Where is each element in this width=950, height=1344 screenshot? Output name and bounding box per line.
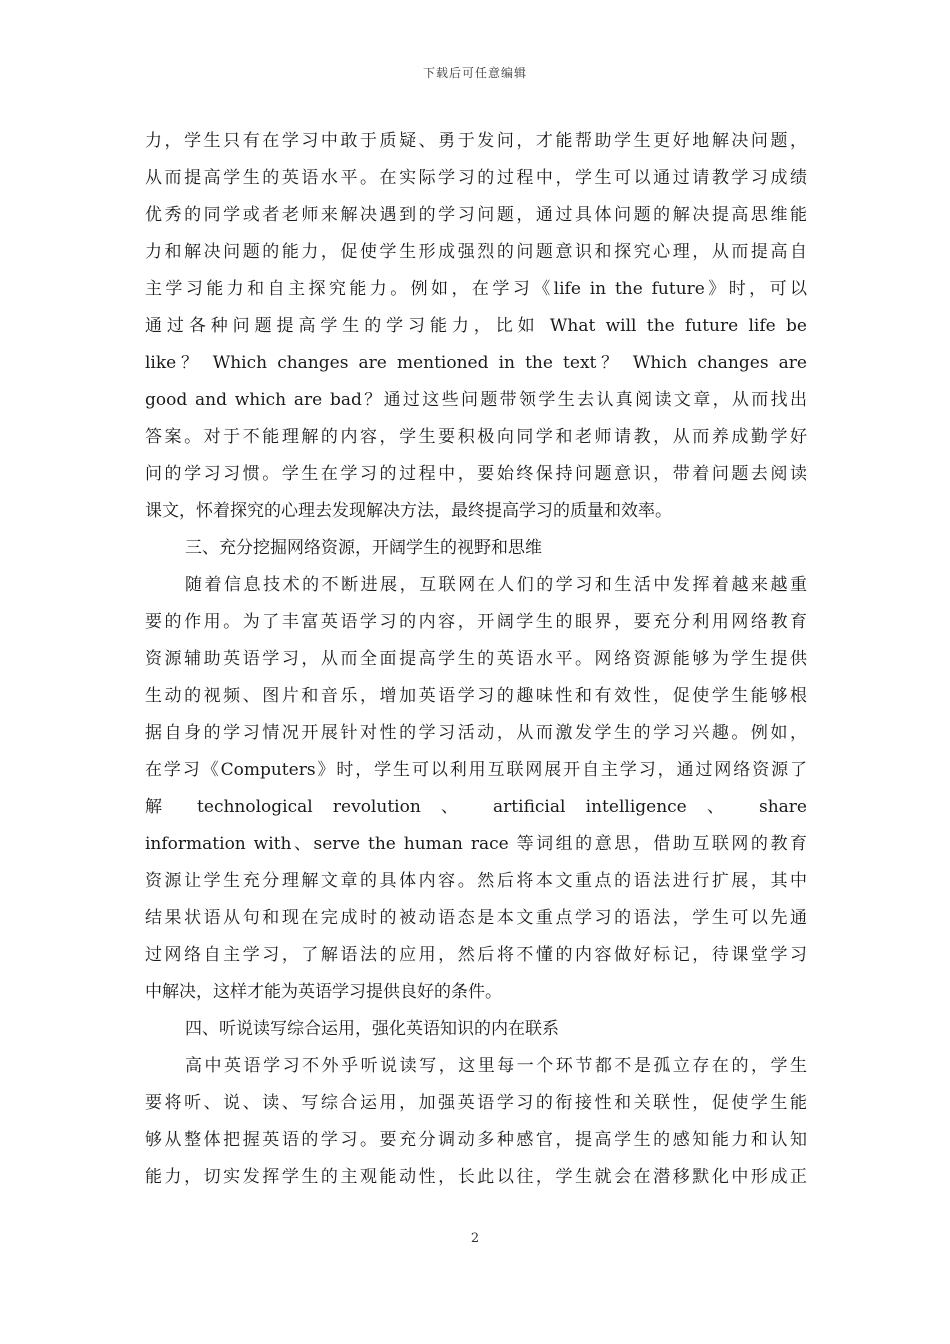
body-line: 资源让学生充分理解文章的具体内容。然后将本文重点的语法进行扩展，其中 (145, 871, 807, 891)
body-line: information with、serve the human race 等词组的意思，借助互联网的教育 (145, 834, 807, 854)
body-line: 生动的视频、图片和音乐，增加英语学习的趣味性和有效性，促使学生能够根 (145, 686, 807, 706)
body-line: good and which are bad？通过这些问题带领学生去认真阅读文章，从而找出 (145, 390, 807, 410)
body-line: 解 technological revolution 、 artificial intelligence 、 share (145, 797, 807, 817)
page-header: 下载后可任意编辑 (422, 66, 527, 80)
body-line: 优秀的同学或者老师来解决遇到的学习问题，通过具体问题的解决提高思维能 (145, 205, 807, 225)
body-line: 在学习《Computers》时，学生可以利用互联网展开自主学习，通过网络资源了 (145, 760, 807, 780)
body-line: 资源辅助英语学习，从而全面提高学生的英语水平。网络资源能够为学生提供 (145, 649, 807, 669)
body-line: 随着信息技术的不断进展，互联网在人们的学习和生活中发挥着越来越重 (185, 575, 807, 595)
page-number: 2 (470, 1231, 480, 1246)
body-line: 答案。对于不能理解的内容，学生要积极向同学和老师请教，从而养成勤学好 (145, 427, 807, 447)
body-line: 通过各种问题提高学生的学习能力，比如 What will the future life be (145, 316, 807, 336)
body-line: 能力，切实发挥学生的主观能动性，长此以往，学生就会在潜移默化中形成正 (145, 1167, 807, 1187)
section-heading: 三、充分挖掘网络资源，开阔学生的视野和思维 (185, 538, 542, 558)
body-line: 从而提高学生的英语水平。在实际学习的过程中，学生可以通过请教学习成绩 (145, 168, 807, 188)
body-line: like？ Which changes are mentioned in the text？ Which changes are (145, 353, 807, 373)
body-line: 力和解决问题的能力，促使学生形成强烈的问题意识和探究心理，从而提高自 (145, 242, 807, 262)
section-heading: 四、听说读写综合运用，强化英语知识的内在联系 (185, 1019, 559, 1039)
body-line: 主学习能力和自主探究能力。例如，在学习《life in the future》时，可以 (145, 279, 807, 299)
body-line: 过网络自主学习，了解语法的应用，然后将不懂的内容做好标记，待课堂学习 (145, 945, 807, 965)
body-line: 问的学习习惯。学生在学习的过程中，要始终保持问题意识，带着问题去阅读 (145, 464, 807, 484)
body-line: 课文，怀着探究的心理去发现解决方法，最终提高学习的质量和效率。 (145, 501, 672, 521)
body-line: 要将听、说、读、写综合运用，加强英语学习的衔接性和关联性，促使学生能 (145, 1093, 807, 1113)
body-line: 中解决，这样才能为英语学习提供良好的条件。 (145, 982, 502, 1002)
body-line: 结果状语从句和现在完成时的被动语态是本文重点学习的语法，学生可以先通 (145, 908, 807, 928)
body-line: 据自身的学习情况开展针对性的学习活动，从而激发学生的学习兴趣。例如， (145, 723, 807, 743)
body-line: 要的作用。为了丰富英语学习的内容，开阔学生的眼界，要充分利用网络教育 (145, 612, 807, 632)
document-body (145, 123, 807, 1196)
body-line: 够从整体把握英语的学习。要充分调动多种感官，提高学生的感知能力和认知 (145, 1130, 807, 1150)
body-line: 高中英语学习不外乎听说读写，这里每一个环节都不是孤立存在的，学生 (185, 1056, 807, 1076)
body-line: 力，学生只有在学习中敢于质疑、勇于发问，才能帮助学生更好地解决问题， (145, 131, 807, 151)
